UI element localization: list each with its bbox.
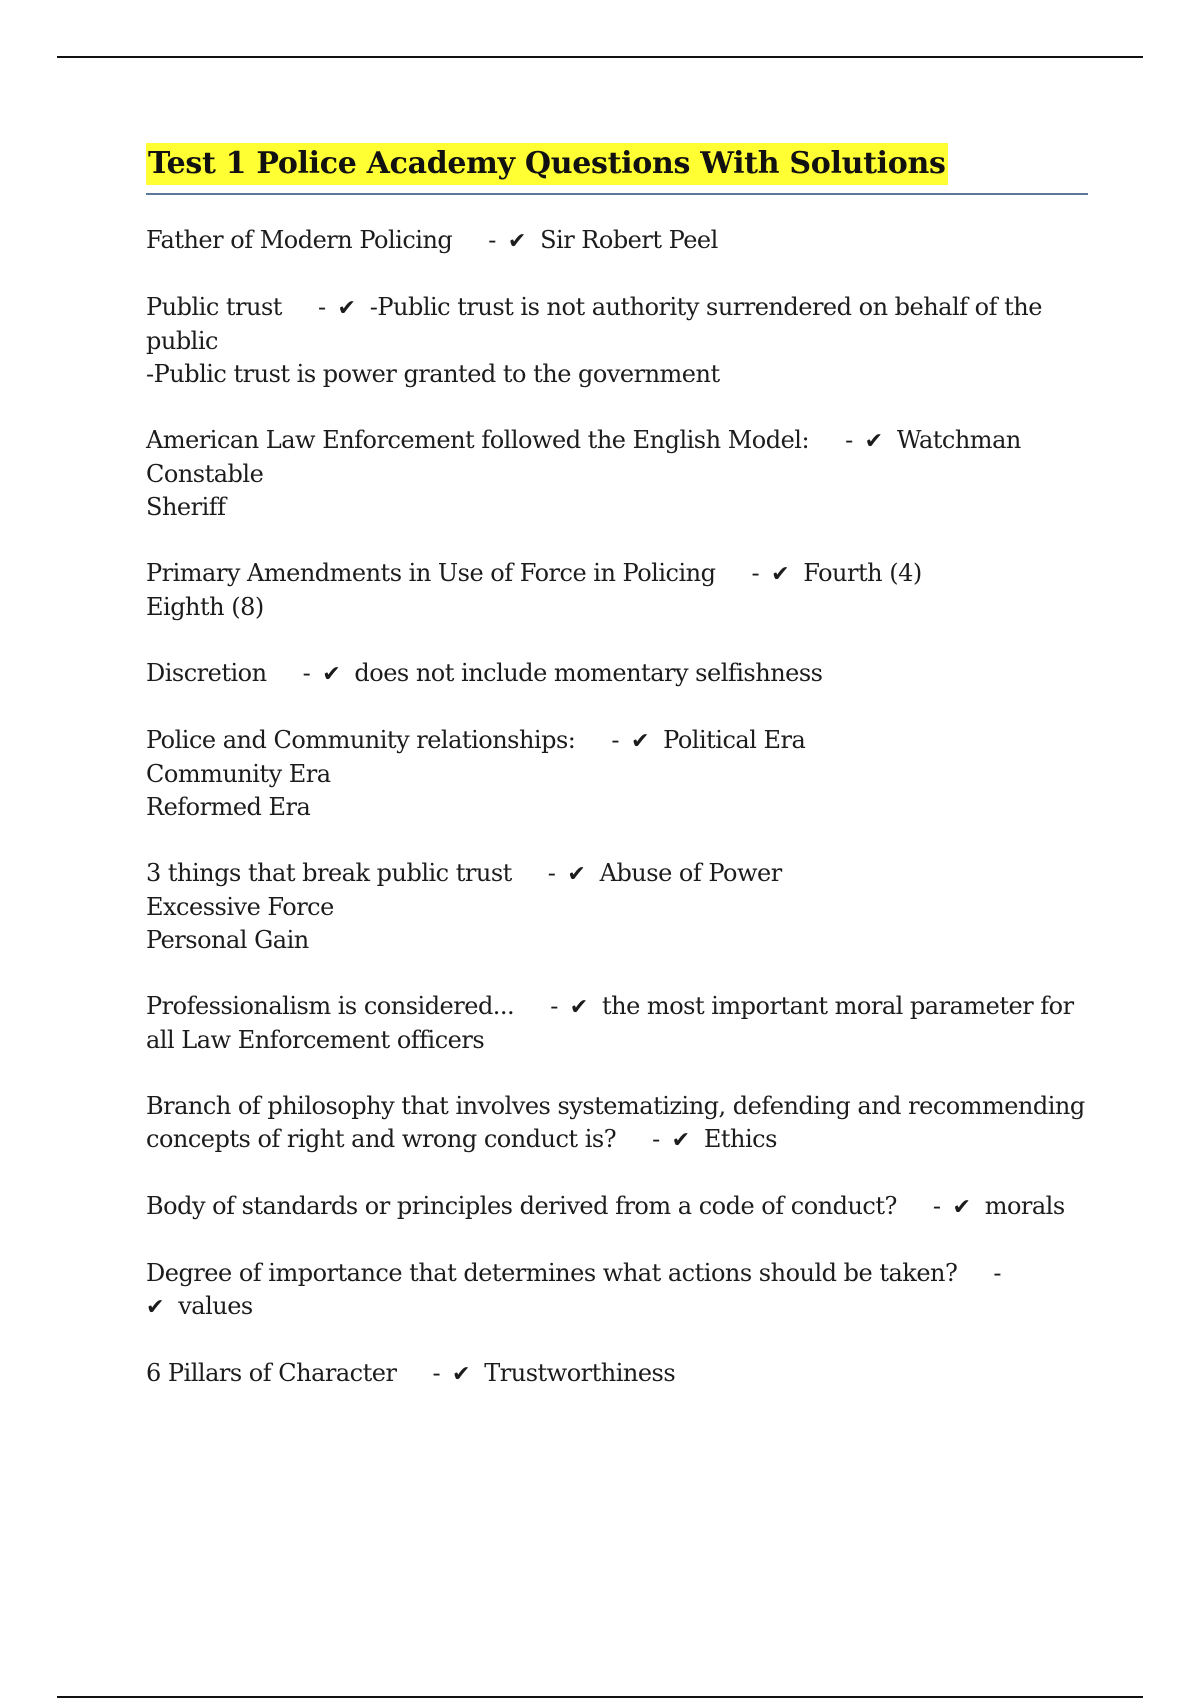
question-text: Professionalism is considered... xyxy=(146,992,515,1020)
answer-text: the most important moral parameter for all Law Enforcement officers xyxy=(146,992,1074,1054)
answer-text: Watchman xyxy=(896,426,1021,454)
check-icon: ✔ xyxy=(507,229,526,254)
document-body xyxy=(146,143,1090,1391)
qa-item xyxy=(146,424,1090,524)
answer-separator: - xyxy=(550,992,558,1020)
answer-line: Community Era xyxy=(146,760,331,788)
answer-separator: - xyxy=(932,1192,941,1220)
answer-text: does not include momentary selfishness xyxy=(354,659,823,687)
question-text: Police and Community relationships: xyxy=(146,726,576,754)
answer-text: Fourth (4) xyxy=(803,559,922,587)
check-icon: ✔ xyxy=(337,296,356,321)
answer-text: Ethics xyxy=(703,1125,777,1153)
check-icon: ✔ xyxy=(146,1295,164,1320)
answer-line: Excessive Force xyxy=(146,893,334,921)
qa-item xyxy=(146,990,1090,1057)
answer-separator: - xyxy=(652,1125,660,1153)
header-rule xyxy=(57,56,1143,58)
qa-item xyxy=(146,1257,1090,1324)
answer-line: Constable xyxy=(146,460,264,488)
answer-separator: - xyxy=(547,859,556,887)
answer-text: Political Era xyxy=(663,726,806,754)
qa-item xyxy=(146,857,1090,957)
qa-item xyxy=(146,1190,1090,1224)
question-text: Discretion xyxy=(146,659,267,687)
answer-separator: - xyxy=(317,293,326,321)
check-icon: ✔ xyxy=(952,1195,971,1220)
qa-item xyxy=(146,724,1090,824)
qa-item xyxy=(146,657,1090,691)
answer-separator: - xyxy=(488,226,496,254)
check-icon: ✔ xyxy=(630,729,649,754)
qa-item xyxy=(146,224,1090,258)
check-icon: ✔ xyxy=(671,1128,690,1153)
qa-item xyxy=(146,291,1090,391)
qa-item xyxy=(146,1090,1090,1157)
question-text: Body of standards or principles derived from a code of conduct? xyxy=(146,1192,897,1220)
answer-text: Trustworthiness xyxy=(484,1359,676,1387)
answer-text: -Public trust is not authority surrendered on behalf of the public xyxy=(146,293,1042,355)
question-text: Branch of philosophy that involves systematizing, defending and recommending concepts of right and wrong conduct is? xyxy=(146,1092,1085,1153)
check-icon: ✔ xyxy=(864,429,883,454)
answer-text: Abuse of Power xyxy=(599,859,782,887)
answer-text: Sir Robert Peel xyxy=(540,226,718,254)
answer-line: Eighth (8) xyxy=(146,593,264,621)
answer-separator: - xyxy=(845,426,853,454)
answer-separator: - xyxy=(751,559,760,587)
check-icon: ✔ xyxy=(567,862,586,887)
answer-separator: - xyxy=(611,726,619,754)
answer-line: Personal Gain xyxy=(146,926,309,954)
answer-line: Sheriff xyxy=(146,493,226,521)
answer-line: -Public trust is power granted to the government xyxy=(146,360,720,388)
answer-text: values xyxy=(178,1292,253,1320)
question-text: Primary Amendments in Use of Force in Policing xyxy=(146,559,716,587)
qa-item xyxy=(146,1357,1090,1391)
answer-line: Reformed Era xyxy=(146,793,311,821)
answer-separator: - xyxy=(993,1259,1001,1287)
check-icon: ✔ xyxy=(569,995,588,1020)
check-icon: ✔ xyxy=(322,662,341,687)
qa-list xyxy=(146,224,1090,1391)
answer-text: morals xyxy=(984,1192,1065,1220)
check-icon: ✔ xyxy=(771,562,789,587)
footer-rule xyxy=(57,1696,1143,1698)
question-text: American Law Enforcement followed the English Model: xyxy=(146,426,810,454)
title-block xyxy=(146,143,1088,195)
question-text: Public trust xyxy=(146,293,282,321)
document-title: Test 1 Police Academy Questions With Solutions xyxy=(146,143,948,185)
question-text: Degree of importance that determines what actions should be taken? xyxy=(146,1259,958,1287)
question-text: 6 Pillars of Character xyxy=(146,1359,397,1387)
qa-item xyxy=(146,557,1090,624)
question-text: 3 things that break public trust xyxy=(146,859,512,887)
question-text: Father of Modern Policing xyxy=(146,226,453,254)
check-icon: ✔ xyxy=(452,1362,470,1387)
answer-separator: - xyxy=(432,1359,441,1387)
answer-separator: - xyxy=(302,659,311,687)
